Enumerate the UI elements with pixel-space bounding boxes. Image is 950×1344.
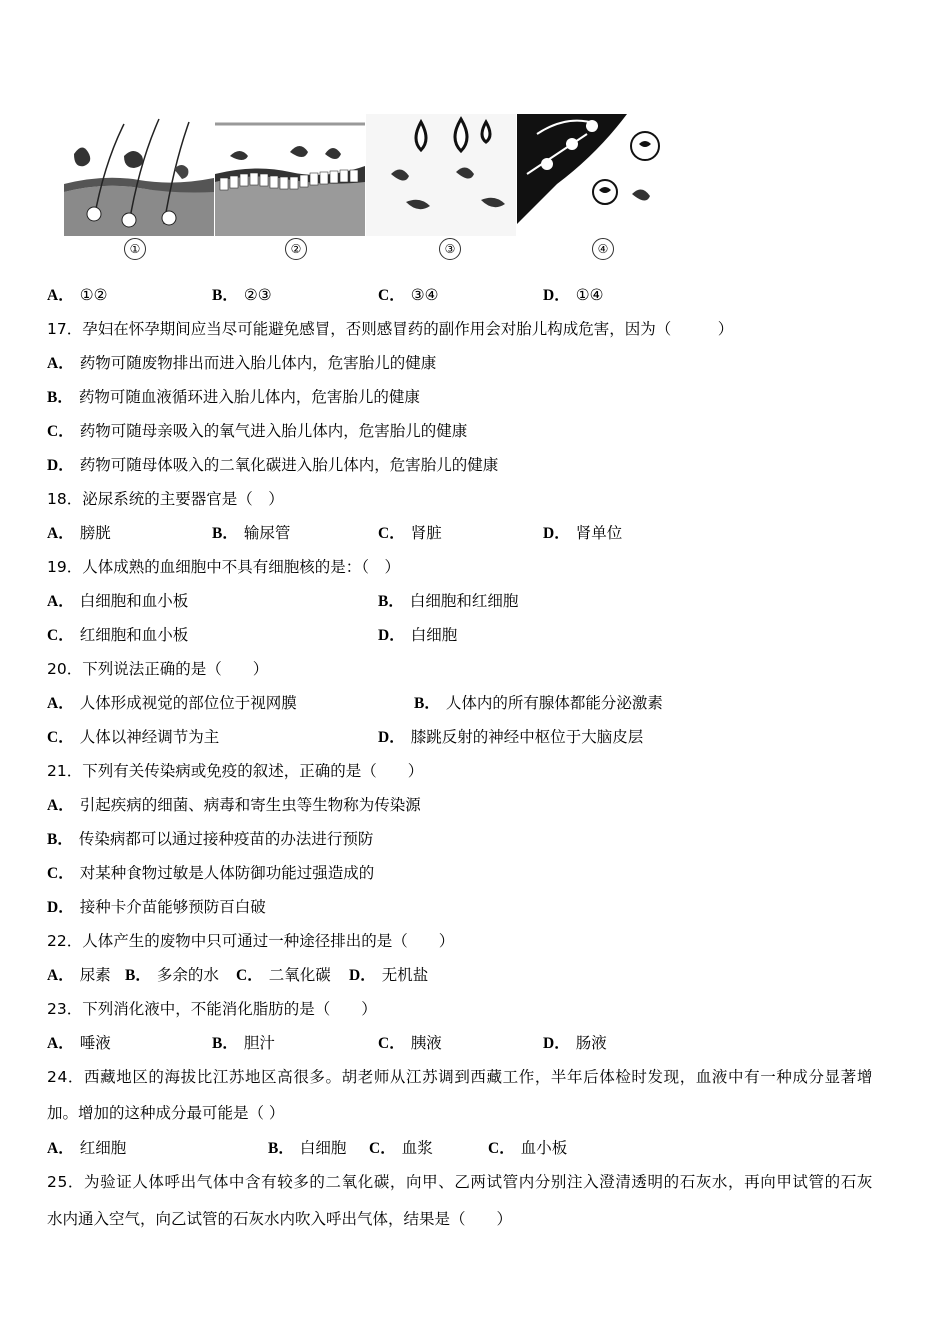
q24-option-b[interactable]: B． 白细胞 xyxy=(268,1139,347,1157)
q20-stem: 20．下列说法正确的是（ ） xyxy=(47,660,269,678)
q18-option-b[interactable]: B． 输尿管 xyxy=(212,524,291,542)
q17-option-b[interactable]: B． 药物可随血液循环进入胎儿体内，危害胎儿的健康 xyxy=(47,388,420,406)
q21-option-b[interactable]: B． 传染病都可以通过接种疫苗的办法进行预防 xyxy=(47,830,374,848)
q23-stem: 23．下列消化液中，不能消化脂肪的是（ ） xyxy=(47,1000,377,1018)
q19-option-b[interactable]: B． 白细胞和红细胞 xyxy=(378,592,519,610)
q22-option-d[interactable]: D． 无机盐 xyxy=(349,966,429,984)
q17-option-a[interactable]: A． 药物可随废物排出而进入胎儿体内，危害胎儿的健康 xyxy=(47,354,437,372)
figure-panel-4 xyxy=(517,114,670,236)
q23-option-b[interactable]: B． 胆汁 xyxy=(212,1034,275,1052)
q24-stem-line-2: 加。增加的这种成分最可能是（ ） xyxy=(47,1104,285,1122)
q18-stem: 18．泌尿系统的主要器官是（ ） xyxy=(47,490,284,508)
q21-option-a[interactable]: A． 引起疾病的细菌、病毒和寄生虫等生物称为传染源 xyxy=(47,796,421,814)
q24-option-a[interactable]: A． 红细胞 xyxy=(47,1139,127,1157)
q21-stem: 21．下列有关传染病或免疫的叙述，正确的是（ ） xyxy=(47,762,424,780)
q17-stem: 17．孕妇在怀孕期间应当尽可能避免感冒，否则感冒药的副作用会对胎儿构成危害，因为（ ） xyxy=(47,320,734,338)
q22-option-a[interactable]: A． 尿素 xyxy=(47,966,111,984)
q22-option-c[interactable]: C． 二氧化碳 xyxy=(236,966,331,984)
q19-option-a[interactable]: A． 白细胞和血小板 xyxy=(47,592,189,610)
q16-option-b[interactable]: B． ②③ xyxy=(212,286,272,304)
q21-option-c[interactable]: C． 对某种食物过敏是人体防御功能过强造成的 xyxy=(47,864,375,882)
q16-option-a[interactable]: A． ①② xyxy=(47,286,108,304)
q24-option-d[interactable]: C． 血小板 xyxy=(488,1139,568,1157)
figure-panel-3 xyxy=(366,114,516,236)
q23-option-a[interactable]: A． 唾液 xyxy=(47,1034,111,1052)
q17-option-c[interactable]: C． 药物可随母亲吸入的氧气进入胎儿体内，危害胎儿的健康 xyxy=(47,422,468,440)
q23-option-c[interactable]: C． 胰液 xyxy=(378,1034,442,1052)
figure-panel-2 xyxy=(215,114,365,236)
q18-option-d[interactable]: D． 肾单位 xyxy=(543,524,623,542)
q16-option-c[interactable]: C． ③④ xyxy=(378,286,439,304)
q24-option-c[interactable]: C． 血浆 xyxy=(369,1139,433,1157)
q18-option-c[interactable]: C． 肾脏 xyxy=(378,524,442,542)
q23-option-d[interactable]: D． 肠液 xyxy=(543,1034,607,1052)
q19-stem: 19．人体成熟的血细胞中不具有细胞核的是：（ ） xyxy=(47,558,400,576)
q20-option-b[interactable]: B． 人体内的所有腺体都能分泌激素 xyxy=(414,694,663,712)
q24-stem-line-1: 24．西藏地区的海拔比江苏地区高很多。胡老师从江苏调到西藏工作，半年后体检时发现，血液中有一种成分显著增 xyxy=(47,1068,873,1086)
panel-label-4: ④ xyxy=(592,238,614,260)
q19-option-d[interactable]: D． 白细胞 xyxy=(378,626,458,644)
panel-label-1: ① xyxy=(124,238,146,260)
q20-option-c[interactable]: C． 人体以神经调节为主 xyxy=(47,728,220,746)
panel-label-2: ② xyxy=(285,238,307,260)
q19-option-c[interactable]: C． 红细胞和血小板 xyxy=(47,626,189,644)
q20-option-d[interactable]: D． 膝跳反射的神经中枢位于大脑皮层 xyxy=(378,728,644,746)
question-figure xyxy=(64,114,670,260)
q16-option-d[interactable]: D． ①④ xyxy=(543,286,604,304)
figure-panel-1 xyxy=(64,114,214,236)
q22-option-b[interactable]: B． 多余的水 xyxy=(125,966,219,984)
q18-option-a[interactable]: A． 膀胱 xyxy=(47,524,111,542)
q20-option-a[interactable]: A． 人体形成视觉的部位位于视网膜 xyxy=(47,694,297,712)
panel-label-3: ③ xyxy=(439,238,461,260)
q25-stem-line-2: 水内通入空气，向乙试管的石灰水内吹入呼出气体，结果是（ ） xyxy=(47,1210,513,1228)
q25-stem-line-1: 25．为验证人体呼出气体中含有较多的二氧化碳，向甲、乙两试管内分别注入澄清透明的石灰水，再向甲试管的石灰 xyxy=(47,1173,873,1191)
q17-option-d[interactable]: D． 药物可随母体吸入的二氧化碳进入胎儿体内，危害胎儿的健康 xyxy=(47,456,499,474)
q21-option-d[interactable]: D． 接种卡介苗能够预防百白破 xyxy=(47,898,266,916)
q22-stem: 22．人体产生的废物中只可通过一种途径排出的是（ ） xyxy=(47,932,455,950)
